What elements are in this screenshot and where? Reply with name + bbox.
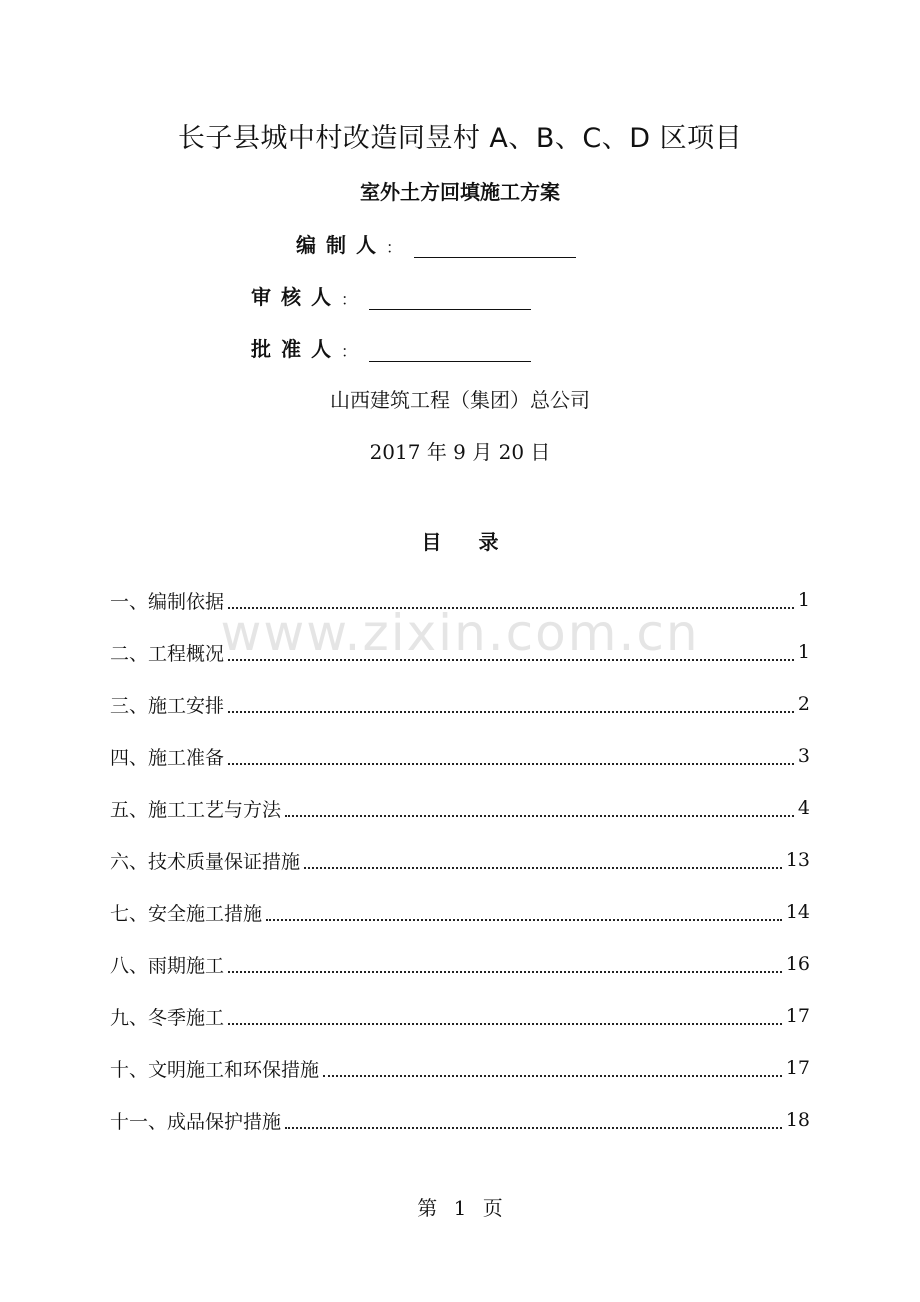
toc-entry-page: 4 bbox=[797, 797, 810, 819]
toc-entry-text: 二、工程概况 bbox=[110, 642, 225, 665]
toc-entry-text: 一、编制依据 bbox=[110, 590, 225, 613]
signature-colon: ： bbox=[341, 290, 358, 309]
toc-entry[interactable] bbox=[110, 886, 810, 938]
toc-entry-page: 17 bbox=[785, 1005, 810, 1027]
toc-entry-page: 1 bbox=[797, 641, 810, 663]
document-date: 2017 年 9 月 20 日 bbox=[369, 440, 551, 464]
toc-leader-dots bbox=[266, 900, 782, 921]
toc-entry-page: 17 bbox=[785, 1057, 810, 1079]
page-footer bbox=[0, 1192, 920, 1221]
toc-entry-text: 八、雨期施工 bbox=[110, 954, 225, 977]
footer-prefix: 第 bbox=[417, 1196, 438, 1220]
toc-leader-dots bbox=[228, 744, 794, 765]
toc-leader-dots bbox=[285, 1108, 782, 1129]
signature-row-reviewer bbox=[251, 280, 531, 310]
toc-entry-text: 四、施工准备 bbox=[110, 746, 225, 769]
toc-entry-page: 1 bbox=[797, 589, 810, 611]
toc-entry[interactable] bbox=[110, 678, 810, 730]
footer-page-number: 1 bbox=[453, 1196, 467, 1220]
toc-leader-dots bbox=[285, 796, 794, 817]
toc-leader-dots bbox=[304, 848, 782, 869]
toc-leader-dots bbox=[228, 692, 794, 713]
toc-entry-page: 18 bbox=[785, 1109, 810, 1131]
toc-entry-text: 十、文明施工和环保措施 bbox=[110, 1058, 320, 1081]
signature-line bbox=[414, 233, 576, 258]
signature-label: 审核人 bbox=[251, 285, 341, 309]
document-subtitle: 室外土方回填施工方案 bbox=[360, 180, 560, 204]
toc-leader-dots bbox=[228, 588, 794, 609]
toc-leader-dots bbox=[228, 640, 794, 661]
signature-label: 编制人 bbox=[296, 233, 386, 257]
toc-heading: 目 录 bbox=[421, 530, 499, 554]
signature-label: 批准人 bbox=[251, 337, 341, 361]
toc-entry[interactable] bbox=[110, 834, 810, 886]
toc-entry[interactable] bbox=[110, 782, 810, 834]
toc-entry-page: 14 bbox=[785, 901, 810, 923]
toc-leader-dots bbox=[323, 1056, 782, 1077]
watermark-text: www.zixin.com.cn bbox=[220, 604, 700, 662]
toc-entry-text: 九、冬季施工 bbox=[110, 1006, 225, 1029]
document-title: 长子县城中村改造同昱村 A、B、C、D 区项目 bbox=[177, 123, 743, 154]
toc-entry[interactable] bbox=[110, 730, 810, 782]
toc-entry[interactable] bbox=[110, 990, 810, 1042]
toc-entry[interactable] bbox=[110, 1094, 810, 1146]
signature-row-approver bbox=[251, 332, 531, 362]
toc-entry-page: 2 bbox=[797, 693, 810, 715]
toc-entry[interactable] bbox=[110, 574, 810, 626]
signature-line bbox=[369, 285, 531, 310]
toc-entry-text: 七、安全施工措施 bbox=[110, 902, 263, 925]
toc-entry[interactable] bbox=[110, 938, 810, 990]
toc-leader-dots bbox=[228, 952, 782, 973]
signature-colon: ： bbox=[386, 238, 403, 257]
toc-entry-text: 五、施工工艺与方法 bbox=[110, 798, 282, 821]
toc-entry[interactable] bbox=[110, 1042, 810, 1094]
company-name: 山西建筑工程（集团）总公司 bbox=[330, 388, 590, 412]
toc-entry-page: 16 bbox=[785, 953, 810, 975]
signature-line bbox=[369, 337, 531, 362]
toc-entry-page: 13 bbox=[785, 849, 810, 871]
signature-row-compiler bbox=[296, 228, 576, 258]
toc-entry-page: 3 bbox=[797, 745, 810, 767]
toc-entry-text: 十一、成品保护措施 bbox=[110, 1110, 282, 1133]
signature-colon: ： bbox=[341, 342, 358, 361]
toc-entry-text: 三、施工安排 bbox=[110, 694, 225, 717]
toc-leader-dots bbox=[228, 1004, 782, 1025]
toc-entry[interactable] bbox=[110, 626, 810, 678]
footer-suffix: 页 bbox=[482, 1196, 503, 1220]
toc-entry-text: 六、技术质量保证措施 bbox=[110, 850, 301, 873]
table-of-contents bbox=[110, 574, 810, 1146]
